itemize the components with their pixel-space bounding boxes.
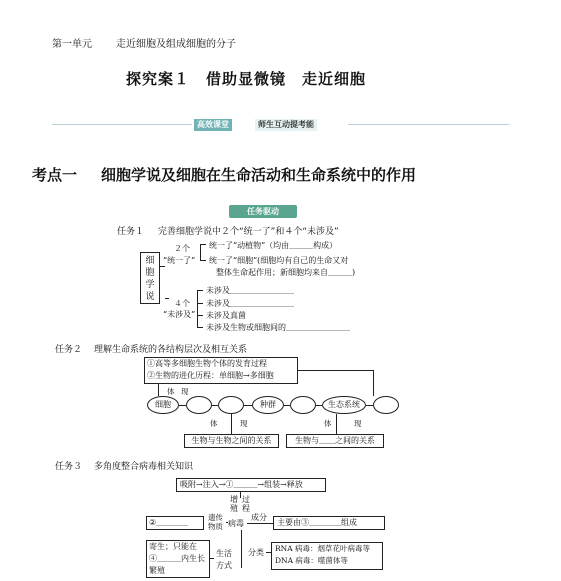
unify-1: 统一了“动植物”（均由＿＿＿构成） <box>209 241 338 250</box>
zeng-char: 增 <box>230 495 238 504</box>
node-ecosystem: 生态系统 <box>322 396 366 414</box>
not-3: 未涉及真菌 <box>206 311 246 320</box>
banner-right: 师生互动提考能 <box>255 119 317 131</box>
relation-organism: 生物与生物之间的关系 <box>184 434 279 448</box>
virus-label: 病毒 <box>228 519 244 528</box>
node-blank-1 <box>186 396 212 414</box>
fenlei-label: 分类 <box>248 548 264 557</box>
parasite-line: 繁殖 <box>149 566 165 575</box>
parasite-line: 寄生；只能在 <box>149 542 197 551</box>
cell-theory-char: 说 <box>145 292 155 302</box>
classification-box <box>271 542 383 570</box>
task3-text: 多角度整合病毒相关知识 <box>94 462 194 472</box>
note-2: ②生物的进化历程：单细胞→多细胞 <box>147 371 274 380</box>
composition-box: 主要由③＿＿＿＿组成 <box>273 516 385 530</box>
cell-theory-char: 细 <box>145 256 155 266</box>
rna-virus: RNA 病毒：烟草花叶病毒等 <box>275 544 371 553</box>
section-label: 考点一 <box>32 166 78 184</box>
not-2: 未涉及＿＿＿＿＿＿＿＿ <box>206 299 294 308</box>
not-4: 未涉及生物或细胞间的＿＿＿＿＿＿＿＿ <box>206 323 350 332</box>
zeng-char: 过 <box>242 495 250 504</box>
count-2: ２个 <box>174 244 190 253</box>
shenghuo-label <box>216 548 232 572</box>
unit-label: 第一单元 <box>52 39 92 50</box>
task2-text: 理解生命系统的各结构层次及相互关系 <box>94 345 248 355</box>
relation-environment: 生物与＿＿之间的关系 <box>286 434 384 448</box>
unify-2a: 统一了“细胞”(细胞均有自己的生命又对 <box>209 256 349 265</box>
cell-theory-char: 学 <box>145 280 155 290</box>
node-blank-4 <box>373 396 399 414</box>
not-1: 未涉及＿＿＿＿＿＿＿＿ <box>206 286 294 295</box>
banner-left: 高效课堂 <box>194 119 232 131</box>
yichuan-line: 物质 <box>208 522 223 531</box>
node-blank-2 <box>218 396 244 414</box>
count-4: ４个 <box>174 299 190 308</box>
parasite-line: ④＿＿＿内生长 <box>149 554 205 563</box>
chapter-label: 走近细胞及组成细胞的分子 <box>116 39 236 50</box>
guo-cheng-label <box>242 495 252 513</box>
parasitism-box <box>146 540 210 578</box>
genetic-material-box: ②＿＿＿＿ <box>146 516 204 530</box>
tongyi-label: “统一了” <box>163 256 196 265</box>
cell-theory-box <box>140 252 160 304</box>
xian-lower-2: 现 <box>354 419 362 428</box>
zeng-char: 程 <box>242 504 250 513</box>
replication-process: 吸附→注入→①＿＿＿→组装→释放 <box>176 478 326 492</box>
yichuan-label <box>208 513 223 531</box>
page-title: 探究案１ 借助显微镜 走近细胞 <box>126 70 367 88</box>
chengfen-label: 成分 <box>251 513 267 522</box>
xian-lower: 现 <box>240 419 248 428</box>
note-1: ①高等多细胞生物个体的发育过程 <box>147 359 267 368</box>
node-cell: 细胞 <box>147 396 179 414</box>
section-banner <box>52 119 509 131</box>
shenghuo-line: 生活 <box>216 549 232 558</box>
task2-label: 任务２ <box>55 345 83 355</box>
cell-theory-char: 胞 <box>145 268 155 278</box>
task1-label: 任务１ <box>117 227 145 237</box>
yichuan-line: 遗传 <box>208 513 223 522</box>
task-badge: 任务驱动 <box>229 205 297 218</box>
ti-lower-2: 体 <box>324 419 332 428</box>
task3-label: 任务３ <box>55 462 83 472</box>
zeng-char: 殖 <box>230 504 238 513</box>
xian-upper: 现 <box>181 387 189 396</box>
shenghuo-line: 方式 <box>216 561 232 570</box>
node-population: 种群 <box>252 396 284 414</box>
section-title: 细胞学说及细胞在生命活动和生命系统中的作用 <box>101 166 417 184</box>
zeng-zhi-label <box>230 495 240 513</box>
node-blank-3 <box>290 396 316 414</box>
weisheji-label: “未涉及” <box>163 310 196 319</box>
unify-2b: 整体生命起作用；新细胞均来自＿＿＿) <box>216 268 356 277</box>
ti-upper: 体 <box>167 387 175 396</box>
task1-text: 完善细胞学说中２个“统一了”和４个“未涉及” <box>158 227 339 237</box>
dna-virus: DNA 病毒：噬菌体等 <box>275 556 348 565</box>
ti-lower: 体 <box>210 419 218 428</box>
levels-note-box <box>144 357 298 384</box>
